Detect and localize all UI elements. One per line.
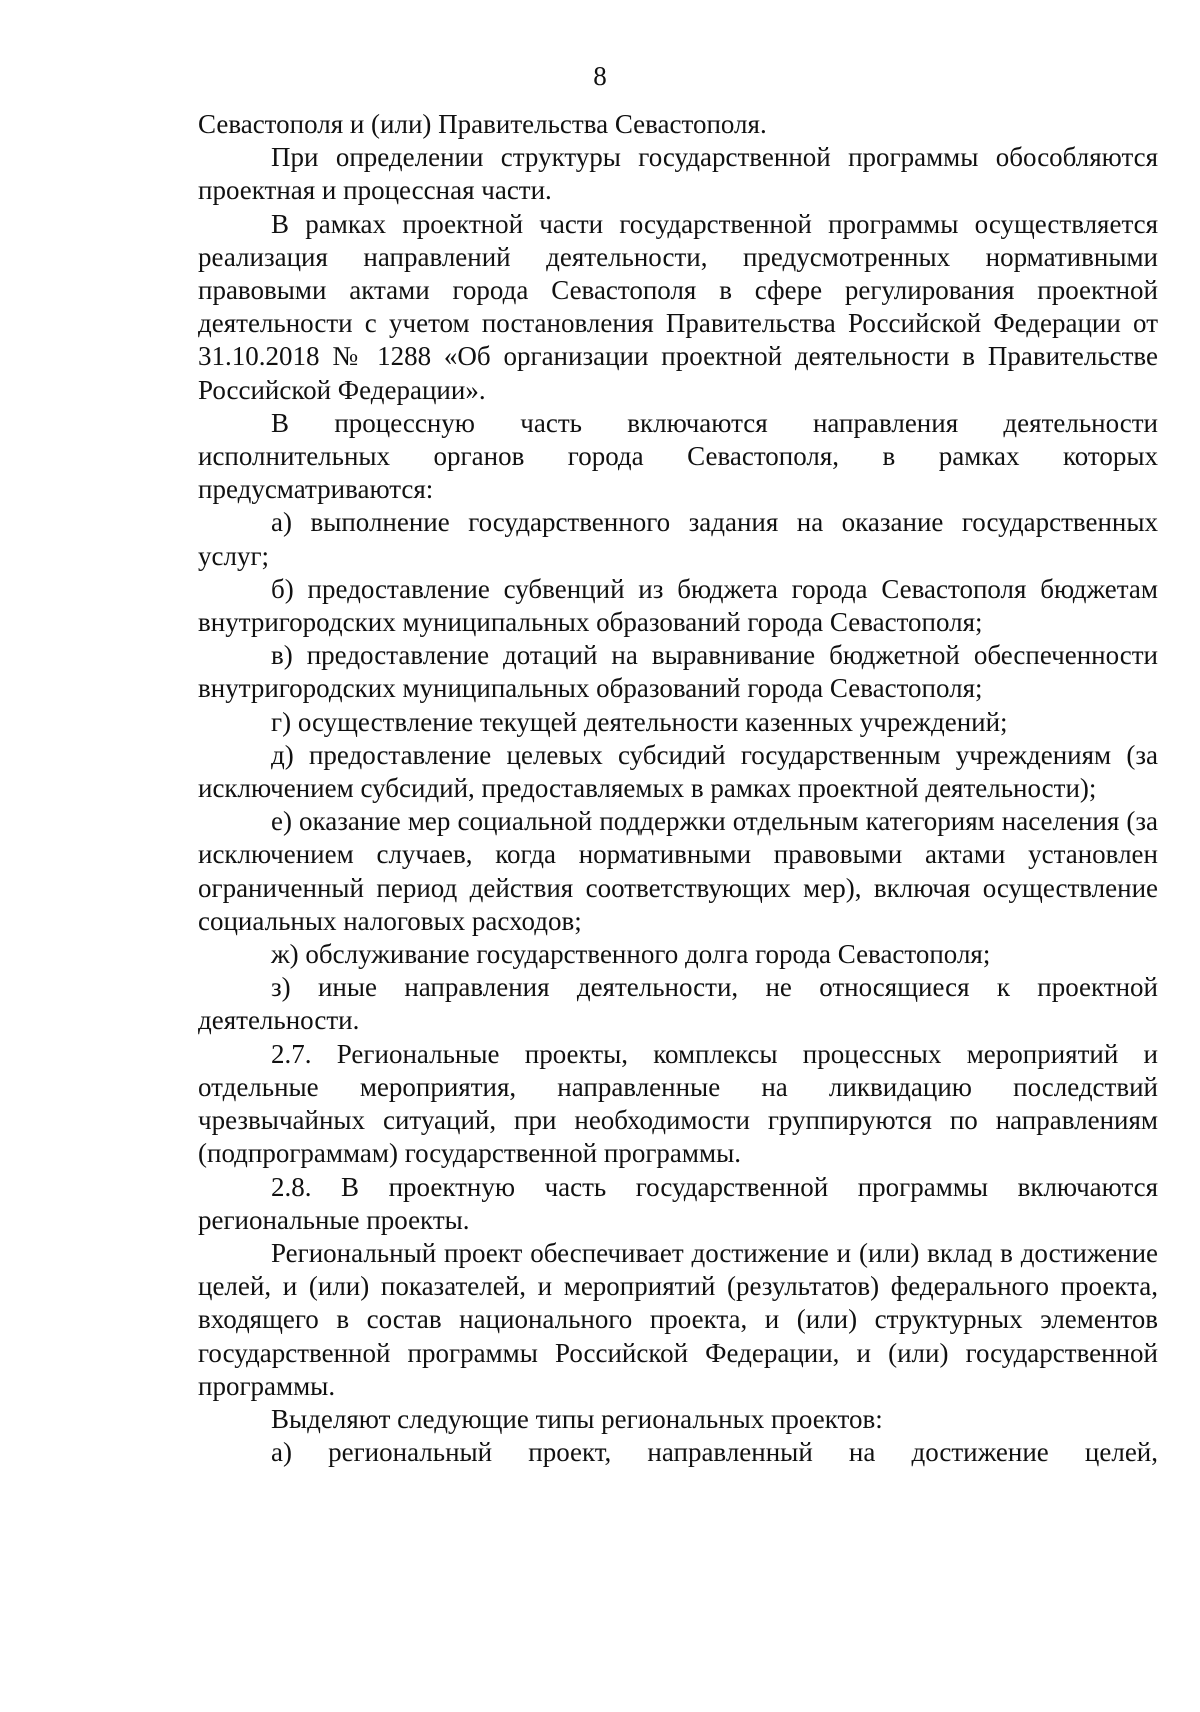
list-item-e: е) оказание мер социальной поддержки отдельным категориям населения (за исключением случаев, когда нормативными правовыми актами установлен ограниченный период действия соответствующих мер), включая осуществление социальных налоговых расходов; (198, 806, 1158, 936)
paragraph-2-7: 2.7. Региональные проекты, комплексы процессных мероприятий и отдельные мероприятия, направленные на ликвидацию последствий чрезвычайных ситуаций, при необходимости группируются по направлениям (подпрограммам) государственной программы. (198, 1038, 1158, 1169)
list-item-type-a: а) региональный проект, направленный на достижение целей, (271, 1437, 1158, 1468)
list-item-z: з) иные направления деятельности, не относящиеся к проектной деятельности. (198, 972, 1158, 1036)
page-number: 8 (593, 61, 607, 91)
paragraph-structure: При определении структуры государственной программы обособляются проектная и процессная части. (198, 142, 1158, 206)
paragraph-project-part: В рамках проектной части государственной программы осуществляется реализация направлений деятельности, предусмотренных нормативными правовыми актами города Севастополя в сфере регулирования проектной деятельности с учетом постановления Правительства Российской Федерации от 31.10.2018 № 1288 «Об организации проектной деятельности в Правительстве Российской Федерации». (198, 208, 1158, 405)
paragraph-regional-project: Региональный проект обеспечивает достижение и (или) вклад в достижение целей, и (или) показателей, и мероприятий (результатов) федерального проекта, входящего в состав национального проекта, и (или) структурных элементов государственной программы Российской Федерации, и (или) государственной программы. (198, 1237, 1158, 1401)
list-item-zh: ж) обслуживание государственного долга города Севастополя; (271, 939, 991, 970)
paragraph-continuation: Севастополя и (или) Правительства Севастополя. (198, 109, 767, 139)
list-item-b: б) предоставление субвенций из бюджета города Севастополя бюджетам внутригородских муниципальных образований города Севастополя; (198, 573, 1158, 638)
list-item-a: а) выполнение государственного задания на оказание государственных услуг; (198, 507, 1158, 571)
list-item-d: д) предоставление целевых субсидий государственным учреждениям (за исключением субсидий, предоставляемых в рамках проектной деятельности); (198, 739, 1158, 804)
list-item-v: в) предоставление дотаций на выравнивание бюджетной обеспеченности внутригородских муниципальных образований города Севастополя; (198, 640, 1158, 704)
paragraph-project-types: Выделяют следующие типы региональных проектов: (271, 1403, 883, 1434)
document-body (198, 108, 1158, 1469)
paragraph-process-part: В процессную часть включаются направления деятельности исполнительных органов города Севастополя, в рамках которых предусматриваются: (198, 407, 1158, 505)
list-item-g: г) осуществление текущей деятельности казенных учреждений; (271, 706, 1008, 737)
paragraph-2-8: 2.8. В проектную часть государственной программы включаются региональные проекты. (198, 1171, 1158, 1235)
